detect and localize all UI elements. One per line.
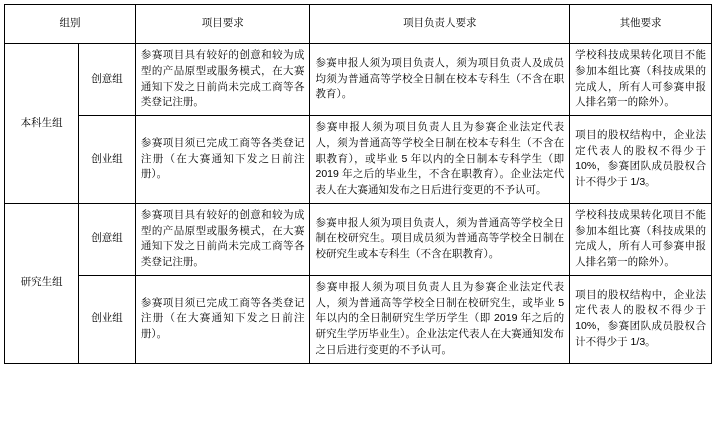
project-requirement-undergraduate-idea: 参赛项目具有较好的创意和较为成型的产品原型或服务模式，在大赛通知下发之日前尚未完成工商等各类登记注册。 xyxy=(135,44,310,116)
leader-requirement-graduate-idea: 参赛申报人须为项目负责人，须为普通高等学校全日制在校研究生。项目成员须为普通高等学校全日制在校研究生或本专科生（不含在职教育）。 xyxy=(310,203,570,275)
project-requirement-graduate-startup: 参赛项目须已完成工商等各类登记注册（在大赛通知下发之日前注册）。 xyxy=(135,275,310,363)
subgroup-label-idea-graduate: 创意组 xyxy=(79,203,136,275)
column-header-group: 组别 xyxy=(5,5,136,44)
project-requirement-graduate-idea: 参赛项目具有较好的创意和较为成型的产品原型或服务模式，在大赛通知下发之日前尚未完成工商等各类登记注册。 xyxy=(135,203,310,275)
leader-requirement-undergraduate-idea: 参赛申报人须为项目负责人，须为项目负责人及成员均须为普通高等学校全日制在校本专科生（不含在职教育）。 xyxy=(310,44,570,116)
other-requirement-graduate-idea: 学校科技成果转化项目不能参加本组比赛（科技成果的完成人，所有人可参赛申报人排名第一的除外）。 xyxy=(570,203,712,275)
subgroup-label-idea-undergraduate: 创意组 xyxy=(79,44,136,116)
table-row xyxy=(5,203,712,275)
requirements-table xyxy=(4,4,712,364)
table-body xyxy=(5,44,712,364)
other-requirement-undergraduate-idea: 学校科技成果转化项目不能参加本组比赛（科技成果的完成人，所有人可参赛申报人排名第一的除外）。 xyxy=(570,44,712,116)
table-row xyxy=(5,275,712,363)
subgroup-label-startup-graduate: 创业组 xyxy=(79,275,136,363)
table-header xyxy=(5,5,712,44)
column-header-leader: 项目负责人要求 xyxy=(310,5,570,44)
table-row xyxy=(5,116,712,204)
group-label-graduate: 研究生组 xyxy=(5,203,79,363)
leader-requirement-graduate-startup: 参赛申报人须为项目负责人且为参赛企业法定代表人，须为普通高等学校全日制在校研究生，或毕业 5 年以内的全日制研究生学历学生（即 2019 年之后的研究生学历毕业生）。企业法定代表人在大赛通知发布之日后进行变更的不予认可。 xyxy=(310,275,570,363)
column-header-project: 项目要求 xyxy=(135,5,310,44)
group-label-undergraduate: 本科生组 xyxy=(5,44,79,204)
column-header-other: 其他要求 xyxy=(570,5,712,44)
table-header-row xyxy=(5,5,712,44)
table-row xyxy=(5,44,712,116)
subgroup-label-startup-undergraduate: 创业组 xyxy=(79,116,136,204)
leader-requirement-undergraduate-startup: 参赛申报人须为项目负责人且为参赛企业法定代表人，须为普通高等学校全日制在校本专科生（不含在职教育），或毕业 5 年以内的全日制本专科学生（即 2019 年之后的毕业生，不含在职教育）。企业法定代表人在大赛通知发布之日后进行变更的不予认可。 xyxy=(310,116,570,204)
other-requirement-undergraduate-startup: 项目的股权结构中，企业法定代表人的股权不得少于 10%，参赛团队成员股权合计不得少于 1/3。 xyxy=(570,116,712,204)
project-requirement-undergraduate-startup: 参赛项目须已完成工商等各类登记注册（在大赛通知下发之日前注册）。 xyxy=(135,116,310,204)
other-requirement-graduate-startup: 项目的股权结构中，企业法定代表人的股权不得少于 10%，参赛团队成员股权合计不得少于 1/3。 xyxy=(570,275,712,363)
